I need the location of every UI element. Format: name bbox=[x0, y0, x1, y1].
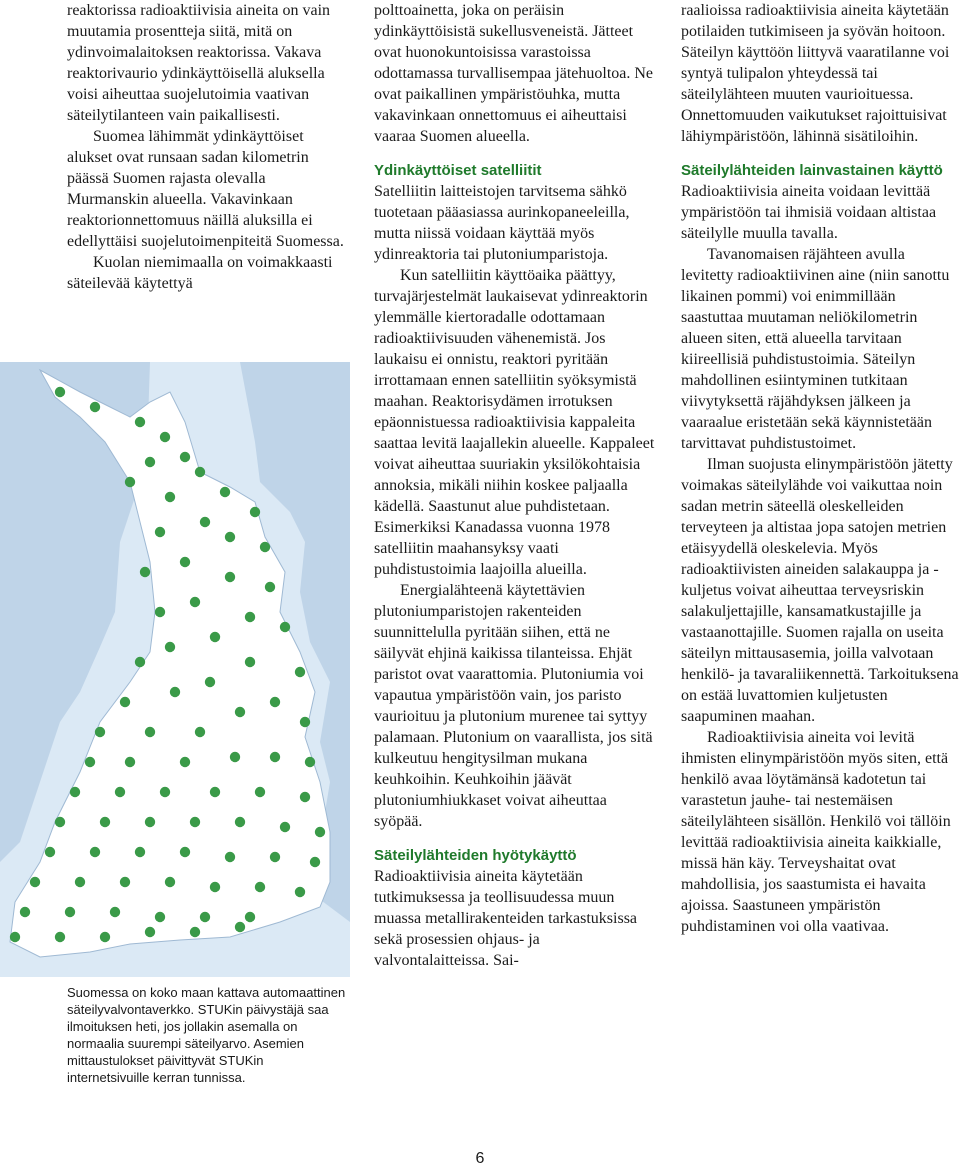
station-marker bbox=[225, 852, 235, 862]
station-marker bbox=[255, 787, 265, 797]
paragraph: Radioaktiivisia aineita voidaan levittää ympäristöön tai ihmisiä voidaan altistaa säteilylle muulla tavalla. bbox=[681, 183, 937, 242]
station-marker bbox=[295, 887, 305, 897]
paragraph: Kun satelliitin käyttöaika päättyy, turvajärjestelmät laukaisevat ydinreaktorin ylemmälle kiertoradalle odottamaan radioaktiivisuuden vähenemistä. Jos laukaisu ei onnistu, reaktori pyritään irrottamaan ennen satelliitin syöksymistä maahan. Reaktorisydämen irrotuksen epäonnistuessa radioaktiivisia kappaleita saattaa levitä laajallekin alueelle. Kappaleet voivat aiheuttaa suuriakin yksilökohtaisia annoksia, mikäli niihin koskee paljaalla kädellä. Saastunut alue puhdistetaan. Esimerkiksi Kanadassa vuonna 1978 satelliitin maahansyksy vaati puhdistustoimia laajoilla alueilla. bbox=[374, 267, 655, 578]
station-marker bbox=[55, 817, 65, 827]
station-marker bbox=[310, 857, 320, 867]
station-marker bbox=[235, 817, 245, 827]
station-marker bbox=[210, 787, 220, 797]
station-marker bbox=[115, 787, 125, 797]
station-marker bbox=[270, 697, 280, 707]
station-marker bbox=[30, 877, 40, 887]
station-marker bbox=[245, 912, 255, 922]
station-marker bbox=[250, 507, 260, 517]
station-marker bbox=[75, 877, 85, 887]
station-marker bbox=[200, 517, 210, 527]
station-marker bbox=[120, 697, 130, 707]
station-marker bbox=[225, 572, 235, 582]
station-marker bbox=[90, 402, 100, 412]
paragraph: Kuolan niemimaalla on voimakkaasti säteilevää käytettyä bbox=[67, 254, 333, 292]
station-marker bbox=[165, 642, 175, 652]
station-marker bbox=[55, 932, 65, 942]
station-marker bbox=[245, 612, 255, 622]
station-marker bbox=[55, 387, 65, 397]
station-marker bbox=[45, 847, 55, 857]
station-marker bbox=[100, 817, 110, 827]
station-marker bbox=[85, 757, 95, 767]
station-marker bbox=[10, 932, 20, 942]
station-marker bbox=[90, 847, 100, 857]
station-marker bbox=[180, 757, 190, 767]
finland-station-map bbox=[0, 362, 350, 977]
station-marker bbox=[165, 877, 175, 887]
station-marker bbox=[180, 847, 190, 857]
station-marker bbox=[110, 907, 120, 917]
page-number: 6 bbox=[475, 1150, 485, 1167]
section-heading: Säteilylähteiden hyötykäyttö bbox=[374, 847, 577, 864]
station-marker bbox=[155, 527, 165, 537]
station-marker bbox=[205, 677, 215, 687]
station-marker bbox=[95, 727, 105, 737]
station-marker bbox=[160, 432, 170, 442]
paragraph: Suomea lähimmät ydinkäyttöiset alukset ovat runsaan sadan kilometrin päässä Suomen rajasta olevalla Murmanskin alueella. Vakavinkaan reaktorionnettomuus näillä aluksilla ei edellyttäisi suojelutoimenpiteitä Suomessa. bbox=[67, 128, 344, 250]
station-marker bbox=[270, 752, 280, 762]
station-marker bbox=[180, 452, 190, 462]
station-marker bbox=[190, 927, 200, 937]
station-marker bbox=[265, 582, 275, 592]
station-marker bbox=[190, 817, 200, 827]
station-marker bbox=[70, 787, 80, 797]
station-marker bbox=[180, 557, 190, 567]
paragraph: polttoainetta, joka on peräisin ydinkäyttöisistä sukellusveneistä. Jätteet ovat huonokuntoisissa varastoissa odottamassa turvallisempaa jätehuoltoa. Ne ovat paikallinen ympäristöuhka, mutta vakavinkaan onnettomuus ei aiheuttaisi vaaraa Suomen alueella. bbox=[374, 2, 654, 145]
station-marker bbox=[140, 567, 150, 577]
station-marker bbox=[280, 822, 290, 832]
station-marker bbox=[210, 632, 220, 642]
paragraph: raalioissa radioaktiivisia aineita käytetään potilaiden tutkimiseen ja syövän hoitoon. Säteilyn käyttöön liittyvä vaaratilanne voi syntyä tulipalon yhteydessä tai säteilylähteen muuten vaurioituessa. Onnettomuuden vaikutukset rajoittuisivat lähiympäristöön, lähinnä sisätiloihin. bbox=[681, 2, 950, 145]
station-marker bbox=[100, 932, 110, 942]
column-2 bbox=[374, 0, 656, 971]
paragraph: Energialähteenä käytettävien plutoniumparistojen rakenteiden suunnittelulla pyritään siihen, että ne säilyvät ehjinä kaikissa tilanteissa. Ehjät paristot ovat vaarattomia. Plutoniumia voi vapautua ympäristöön vain, jos paristo vaurioituu ja plutonium murenee tai syttyy palamaan. Plutonium on vaarallista, jos sitä kulkeutuu hengitysilman mukana keuhkoihin. Keuhkoihin jäävät plutoniumhiukkaset voivat aiheuttaa syöpää. bbox=[374, 582, 653, 830]
station-marker bbox=[125, 757, 135, 767]
station-marker bbox=[125, 477, 135, 487]
column-3 bbox=[681, 0, 960, 937]
paragraph: reaktorissa radioaktiivisia aineita on vain muutamia prosentteja siitä, mitä on ydinvoimalaitoksen reaktorissa. Vakava reaktorivaurio ydinkäyttöisellä aluksella voisi aiheuttaa suojelutoimia vaativan säteilytilanteen vain paikallisesti. bbox=[67, 2, 331, 124]
station-marker bbox=[210, 882, 220, 892]
paragraph: Tavanomaisen räjähteen avulla levitetty radioaktiivinen aine (niin sanottu likainen pommi) voi enimmillään saastuttaa muutaman neliökilometrin alueen siten, että alueella tarvitaan kiireellisiä puhdistustoimia. Säteilyn mahdollinen esiintyminen tutkitaan viivytyksettä räjähdyksen jälkeen ja vaaraalue eristetään sekä käynnistetään tarvittavat puhdistustoimet. bbox=[681, 246, 950, 452]
station-marker bbox=[145, 817, 155, 827]
station-marker bbox=[145, 927, 155, 937]
station-marker bbox=[200, 912, 210, 922]
station-marker bbox=[135, 847, 145, 857]
station-marker bbox=[160, 787, 170, 797]
station-marker bbox=[235, 707, 245, 717]
station-marker bbox=[255, 882, 265, 892]
map-caption bbox=[67, 984, 347, 1086]
section-heading: Ydinkäyttöiset satelliitit bbox=[374, 162, 542, 179]
station-marker bbox=[135, 417, 145, 427]
station-marker bbox=[235, 922, 245, 932]
station-marker bbox=[225, 532, 235, 542]
station-marker bbox=[120, 877, 130, 887]
station-marker bbox=[145, 727, 155, 737]
station-marker bbox=[305, 757, 315, 767]
paragraph: Ilman suojusta elinympäristöön jätetty voimakas säteilylähde voi vaikuttaa noin sadan metrin säteellä oleskelleiden terveyteen ja altistaa jopa satojen metrien etäisyydellä oleskeleviа. Myös radioaktiivisten aineiden salakauppa ja -kuljetus voivat aiheuttaa terveysriskin salakuljettajille, kansamatkustajille ja vastaanottajille. Suomen rajalla on useita säteilyn mittausasemia, joilla valvotaan henkilö- ja tavaraliikennettä. Tarkoituksena on estää luvattomien kuljetusten saapuminen maahan. bbox=[681, 456, 959, 725]
column-1 bbox=[67, 0, 345, 294]
caption-text: Suomessa on koko maan kattava automaattinen säteilyvalvontaverkko. STUKin päivystäjä saa ilmoituksen heti, jos jollakin asemalla on normaalia suurempi säteilyarvo. Asemien mittaustulokset päivittyvät STUKin internetsivuille kerran tunnissa. bbox=[67, 985, 346, 1085]
section-heading: Säteilylähteiden lainvastainen käyttö bbox=[681, 162, 943, 179]
station-marker bbox=[260, 542, 270, 552]
paragraph: Radioaktiivisia aineita voi levitä ihmisten elinympäristöön myös siten, että henkilö avaa löytämänsä kadotetun tai varastetun jauhe- tai nestemäisen säteilylähteen sisällön. Henkilö voi tällöin levittää radioaktiivisia aineita kaikkialle, missä hän käy. Terveyshaitat ovat mahdollisia, jos saastumista ei havaita ajoissa. Saastuneen ympäristön puhdistaminen voi olla vaativaa. bbox=[681, 729, 951, 935]
station-marker bbox=[20, 907, 30, 917]
station-marker bbox=[195, 467, 205, 477]
paragraph: Radioaktiivisia aineita käytetään tutkimuksessa ja teollisuudessa muun muassa metallirakenteiden tarkastuksissa sekä prosessien ohjaus- ja valvontalaitteissa. Sai- bbox=[374, 868, 638, 969]
station-marker bbox=[65, 907, 75, 917]
station-marker bbox=[145, 457, 155, 467]
station-marker bbox=[135, 657, 145, 667]
station-marker bbox=[295, 667, 305, 677]
station-marker bbox=[190, 597, 200, 607]
station-marker bbox=[195, 727, 205, 737]
station-marker bbox=[165, 492, 175, 502]
station-marker bbox=[245, 657, 255, 667]
station-marker bbox=[315, 827, 325, 837]
station-marker bbox=[155, 912, 165, 922]
station-marker bbox=[155, 607, 165, 617]
station-marker bbox=[230, 752, 240, 762]
paragraph: Satelliitin laitteistojen tarvitsema sähkö tuotetaan pääasiassa aurinkopaneeleilla, mutta niissä voidaan käyttää myös ydinreaktoria tai plutoniumparistoja. bbox=[374, 183, 630, 263]
station-marker bbox=[300, 792, 310, 802]
station-marker bbox=[270, 852, 280, 862]
station-marker bbox=[280, 622, 290, 632]
station-marker bbox=[170, 687, 180, 697]
station-marker bbox=[300, 717, 310, 727]
station-marker bbox=[220, 487, 230, 497]
